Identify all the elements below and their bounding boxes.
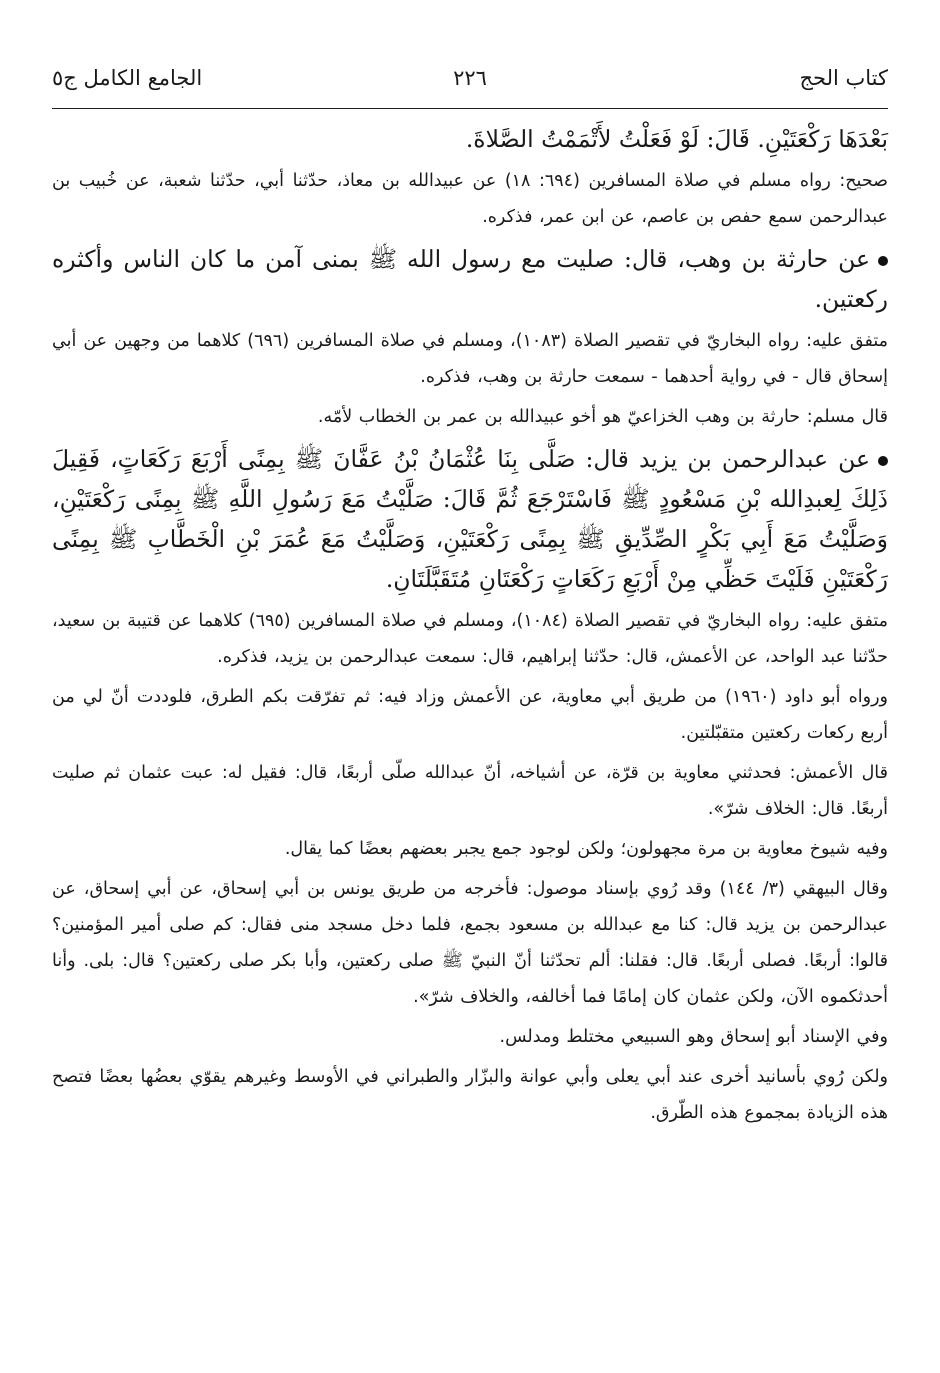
page-number: ٢٢٦ [453,66,487,90]
commentary-paragraph [52,323,888,395]
bullet-icon [878,456,888,466]
paragraph-text: وفيه شيوخ معاوية بن مرة مجهولون؛ ولكن لوجود جمع يجبر بعضهم بعضًا كما يقال. [284,839,888,859]
commentary-paragraph [52,871,888,1015]
book-title: كتاب الحج [799,66,888,90]
commentary-paragraph [52,399,888,435]
commentary-paragraph [52,755,888,827]
commentary-paragraph [52,679,888,751]
paragraph-text: متفق عليه: رواه البخاريّ في تقصير الصلاة (١٠٨٣)، ومسلم في صلاة المسافرين (٦٩٦) كلاهما من وجهين عن أبي إسحاق قال - في رواية أحدهما - سمعت حارثة بن وهب، فذكره. [52,331,888,387]
commentary-paragraph [52,163,888,235]
paragraph-text: ورواه أبو داود (١٩٦٠) من طريق أبي معاوية، عن الأعمش وزاد فيه: ثم تفرّقت بكم الطرق، فلوددت أنّ لي من أربع ركعات ركعتين متقبّلتين. [52,687,888,743]
paragraph-text: عن حارثة بن وهب، قال: صليت مع رسول الله ﷺ بمنى آمن ما كان الناس وأكثره ركعتين. [52,245,888,313]
bullet-icon [878,256,888,266]
paragraph-text: وقال البيهقي (٣/ ١٤٤) وقد رُوي بإسناد موصول: فأخرجه من طريق يونس بن أبي إسحاق، عن أبي إسحاق، عن عبدالرحمن بن يزيد قال: كنا مع عبدالله بن مسعود بجمع، فلما دخل مسجد منى فقال: كم صلى أمير المؤمنين؟ قالوا: أربعًا. فصلى أربعًا. قال: فقلنا: ألم تحدّثنا أنّ النبيّ ﷺ صلى ركعتين، وأبا بكر صلى ركعتين؟ قال: بلى. وأنا أحدثكموه الآن، ولكن عثمان كان إمامًا فما أخالفه، والخلاف شرّ». [52,879,888,1007]
hadith-text [52,439,888,599]
commentary-paragraph [52,1019,888,1055]
page-body [52,109,888,1131]
paragraph-text: قال الأعمش: فحدثني معاوية بن قرّة، عن أشياخه، أنّ عبدالله صلّى أربعًا، قال: فقيل له: عبت عثمان ثم صليت أربعًا. قال: الخلاف شرّ». [52,763,888,819]
paragraph-text: وفي الإسناد أبو إسحاق وهو السبيعي مختلط ومدلس. [499,1027,888,1047]
paragraph-text: عن عبدالرحمن بن يزيد قال: صَلَّى بِنَا عُثْمَانُ بْنُ عَفَّانَ ﷺ بِمِنًى أَرْبَعَ رَكَعَاتٍ، فَقِيلَ ذَلِكَ لِعبدِالله بْنِ مَسْعُودٍ ﷺ فَاسْتَرْجَعَ ثُمَّ قَالَ: صَلَّيْتُ مَعَ رَسُولِ اللَّهِ ﷺ بِمِنًى رَكْعَتَيْنِ، وَصَلَّيْتُ مَعَ أَبِي بَكْرٍ الصِّدِّيقِ ﷺ بِمِنًى رَكْعَتَيْنِ، وَصَلَّيْتُ مَعَ عُمَرَ بْنِ الْخَطَّابِ ﷺ بِمِنًى رَكْعَتَيْنِ فَلَيْتَ حَظِّي مِنْ أَرْبَعِ رَكَعَاتٍ رَكْعَتَانِ مُتَقَبَّلَتَانِ. [52,445,888,593]
paragraph-text: بَعْدَهَا رَكْعَتَيْنِ. قَالَ: لَوْ فَعَلْتُ لأَتْمَمْتُ الصَّلاةَ. [465,125,888,153]
commentary-paragraph [52,831,888,867]
page-header [52,58,888,109]
paragraph-text: صحيح: رواه مسلم في صلاة المسافرين (٦٩٤: ١٨) عن عبيدالله بن معاذ، حدّثنا أبي، حدّثنا شعبة، عن خُبيب بن عبدالرحمن سمع حفص بن عاصم، عن ابن عمر، فذكره. [52,171,888,227]
paragraph-text: ولكن رُوي بأسانيد أخرى عند أبي يعلى وأبي عوانة والبزّار والطبراني في الأوسط وغيرهم يقوّي بعضُها بعضًا فتصح هذه الزيادة بمجموع هذه الطّرق. [52,1067,888,1123]
commentary-paragraph [52,1059,888,1131]
hadith-text [52,239,888,319]
paragraph-text: قال مسلم: حارثة بن وهب الخزاعيّ هو أخو عبيدالله بن عمر بن الخطاب لأمّه. [317,407,888,427]
commentary-paragraph [52,603,888,675]
hadith-text [52,119,888,159]
paragraph-text: متفق عليه: رواه البخاريّ في تقصير الصلاة (١٠٨٤)، ومسلم في صلاة المسافرين (٦٩٥) كلاهما عن قتيبة بن سعيد، حدّثنا عبد الواحد، عن الأعمش، قال: حدّثنا إبراهيم، قال: سمعت عبدالرحمن بن يزيد، فذكره. [52,611,888,667]
volume-title: الجامع الكامل ج٥ [52,66,203,90]
